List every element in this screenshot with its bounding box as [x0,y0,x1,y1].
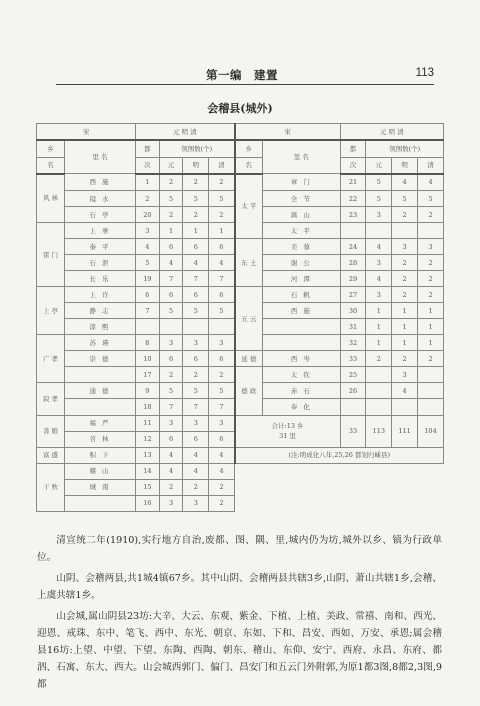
left-xiang-cell [37,335,65,383]
left-li-name: 通 德 [64,383,135,399]
left-xiang-name: 上 亭 [42,306,59,315]
table-title: 会稽县(城外) [207,102,273,115]
left-value-cell: 17 [136,367,160,383]
left-value-cell: 3 [159,415,183,431]
left-xiang-name: 广 孝 [42,354,59,363]
left-value-cell: 3 [209,335,235,351]
total-ming: 111 [392,415,418,447]
left-value-cell: 6 [209,431,235,447]
district-table [36,123,444,512]
right-value-cell: 3 [366,287,392,303]
header-qing-right: 清 [418,157,444,174]
right-li-name: 奉 化 [263,399,341,415]
left-value-cell: 6 [183,431,209,447]
left-li-name: 稽 山 [64,463,135,479]
left-value-cell: 10 [136,351,160,367]
chapter-title: 第一编 建置 [206,68,278,82]
right-xiang-cell: 五 云 [235,287,263,351]
left-xiang-cell [37,383,65,415]
left-value-cell: 4 [159,447,183,463]
left-xiang-cell [37,463,65,511]
paragraph-3: 山会城,属山阴县23坊:大辛、大云、东观、紫金、下植、上植、美政、常禧、南和、西光、迎恩、戒珠、东中、笔飞、西中、东光、朝京、东如、下和、昌安、西如、万安、承恩;属会稽县16坊:上望、中望、下望、东陶、西陶、朝东、稽山、东仰、安宁、西府、永昌、东府、都泗、石寓、东大、西大。山会城西郭门、偏门、昌安门和五云门外附郭,为原1都3图,8都2,3图,9都 [37,610,442,690]
left-value-cell: 5 [136,255,160,271]
left-li-name [64,367,135,383]
right-value-cell [418,223,444,239]
left-value-cell: 1 [136,174,160,191]
header-yuan-left: 元 [159,157,183,174]
left-value-cell: 5 [209,191,235,207]
left-value-cell: 4 [209,463,235,479]
left-value-cell: 13 [136,447,160,463]
page-header [56,66,434,85]
right-value-cell: 5 [392,191,418,207]
right-value-cell: 30 [340,303,366,319]
right-value-cell: 1 [366,319,392,335]
right-value-cell: 3 [366,207,392,223]
right-value-cell [392,223,418,239]
right-value-cell: 1 [392,335,418,351]
left-value-cell: 2 [159,367,183,383]
right-li-name: 全 节 [263,191,341,207]
left-value-cell: 6 [136,287,160,303]
right-li-name: 赤 石 [263,383,341,399]
left-xiang-name: 善 娘 [42,427,59,436]
right-value-cell: 22 [340,191,366,207]
total-label-2: 31 里 [279,432,296,441]
left-value-cell: 6 [183,239,209,255]
left-value-cell: 7 [159,399,183,415]
right-value-cell: 28 [340,255,366,271]
table-note: (注:明成化八年,25,26 都划归嵊县) [235,447,444,463]
header-song-left: 宋 [37,124,136,141]
page-number: 113 [415,67,434,79]
left-xiang-cell [37,287,65,335]
left-xiang-name: 风 林 [42,194,59,203]
left-value-cell: 6 [209,351,235,367]
right-li-name: 章 门 [263,174,341,191]
left-value-cell: 2 [209,174,235,191]
paragraph-2: 山阴、会稽两县,共1城4镇67乡。其中山阴、会稽两县共辖3乡,山阴、萧山共辖1乡,会稽、上虞共辖1乡。 [37,572,442,601]
right-value-cell: 29 [340,271,366,287]
left-value-cell: 2 [159,174,183,191]
left-value-cell: 2 [136,191,160,207]
right-value-cell [418,367,444,383]
header-ci-right: 次 [340,157,366,174]
right-value-cell [366,367,392,383]
left-value-cell: 5 [183,383,209,399]
right-value-cell: 25 [340,367,366,383]
right-li-name: 太 钦 [263,367,341,383]
left-value-cell: 12 [136,431,160,447]
left-value-cell: 3 [183,495,209,511]
left-value-cell: 3 [209,415,235,431]
right-value-cell: 3 [366,255,392,271]
right-xiang-cell: 东 土 [235,239,263,287]
left-value-cell: 4 [159,463,183,479]
left-value-cell: 7 [183,271,209,287]
left-li-name: 上 许 [64,287,135,303]
header-tucount-left: 领图数(个) [159,140,234,157]
right-value-cell: 4 [418,174,444,191]
right-value-cell: 5 [366,174,392,191]
right-value-cell: 2 [392,255,418,271]
header-ming-right: 名 [235,157,263,174]
right-value-cell: 33 [340,351,366,367]
right-value-cell: 31 [340,319,366,335]
left-li-name: 苏 瑛 [64,335,135,351]
left-xiang-name: 雷 门 [42,250,59,259]
left-li-name: 淳 熙 [64,319,135,335]
right-li-name: 河 潭 [263,271,341,287]
right-value-cell [340,223,366,239]
right-value-cell: 5 [366,191,392,207]
right-value-cell [418,383,444,399]
right-value-cell: 23 [340,207,366,223]
right-value-cell: 1 [392,319,418,335]
right-value-cell: 2 [418,255,444,271]
header-mingcol-left: 明 [183,157,209,174]
right-value-cell [366,223,392,239]
left-value-cell: 1 [159,223,183,239]
left-li-name: 城 南 [64,479,135,495]
right-value-cell: 1 [392,303,418,319]
right-value-cell [418,399,444,415]
right-li-name: 西 岑 [263,351,341,367]
right-li-name: 太 平 [263,223,341,239]
right-value-cell: 2 [418,271,444,287]
left-value-cell: 5 [159,191,183,207]
right-li-name [263,335,341,351]
header-yuan-ming-qing-left: 元 明 清 [136,124,235,141]
right-value-cell: 2 [418,207,444,223]
total-qing: 104 [418,415,444,447]
header-tucount-right: 领图数(个) [366,140,444,157]
left-value-cell [136,319,160,335]
left-value-cell: 7 [209,399,235,415]
left-value-cell: 7 [183,399,209,415]
left-value-cell: 3 [183,415,209,431]
left-value-cell: 1 [209,223,235,239]
left-li-name: 西 施 [64,174,135,191]
right-value-cell: 3 [392,367,418,383]
left-li-name: 长 乐 [64,271,135,287]
right-xiang-cell: 太 平 [235,174,263,239]
right-li-name: 嵩 山 [263,207,341,223]
left-value-cell: 5 [209,303,235,319]
right-value-cell: 1 [418,303,444,319]
header-yuan-right: 元 [366,157,392,174]
left-value-cell: 2 [159,207,183,223]
left-xiang-name: 寂 孝 [42,394,59,403]
right-li-name: 美 蓉 [263,239,341,255]
right-li-name [263,319,341,335]
total-label-1: 合计:13 乡 [271,422,304,431]
right-li-name: 西 施 [263,303,341,319]
left-value-cell: 3 [159,335,183,351]
left-value-cell: 15 [136,479,160,495]
right-value-cell: 1 [418,319,444,335]
right-value-cell: 2 [366,351,392,367]
left-value-cell: 6 [209,287,235,303]
left-xiang-cell [37,223,65,287]
left-value-cell: 5 [159,303,183,319]
right-value-cell: 4 [366,239,392,255]
right-li-name: 石 帆 [263,287,341,303]
right-value-cell: 24 [340,239,366,255]
header-song-right: 宋 [235,124,341,141]
left-xiang-cell [37,174,65,223]
left-value-cell: 6 [183,287,209,303]
left-li-name [64,399,135,415]
right-value-cell: 2 [418,351,444,367]
right-value-cell: 4 [366,271,392,287]
right-value-cell: 2 [392,271,418,287]
left-value-cell: 19 [136,271,160,287]
right-value-cell [366,383,392,399]
right-value-cell: 1 [366,335,392,351]
right-xiang-cell: 德 政 [235,367,263,415]
left-value-cell [183,319,209,335]
left-value-cell: 6 [159,287,183,303]
left-value-cell: 11 [136,415,160,431]
right-xiang-cell: 延 德 [235,351,263,367]
left-li-name: 石 泄 [64,255,135,271]
header-liming-left: 里 名 [64,140,135,174]
header-xiang-right: 乡 [235,140,263,157]
left-li-name: 镜 水 [64,191,135,207]
left-xiang-name: 干 秋 [42,483,59,492]
header-mingcol-right: 明 [392,157,418,174]
right-value-cell: 26 [340,383,366,399]
right-value-cell: 27 [340,287,366,303]
right-value-cell: 1 [366,303,392,319]
left-li-name: 石 亭 [64,207,135,223]
left-xiang-cell [37,415,65,447]
right-value-cell: 3 [392,239,418,255]
header-du-right: 都 [340,140,366,157]
right-value-cell: 2 [418,287,444,303]
left-value-cell: 5 [183,191,209,207]
right-value-cell: 2 [392,207,418,223]
left-value-cell: 7 [136,303,160,319]
left-value-cell: 8 [136,335,160,351]
left-value-cell: 4 [209,447,235,463]
right-value-cell: 2 [392,287,418,303]
left-li-name: 崇 德 [64,351,135,367]
left-xiang-cell [37,447,65,463]
left-value-cell: 7 [209,271,235,287]
left-li-name: 积 下 [64,447,135,463]
left-li-name: 静 志 [64,303,135,319]
left-value-cell: 9 [136,383,160,399]
left-value-cell: 5 [159,383,183,399]
left-value-cell: 2 [159,479,183,495]
header-qing-left: 清 [209,157,235,174]
left-li-name: 福 严 [64,415,135,431]
left-value-cell: 6 [159,431,183,447]
total-label [235,415,341,447]
left-value-cell: 2 [209,495,235,511]
header-ming-left: 名 [37,157,65,174]
left-value-cell: 4 [159,255,183,271]
right-value-cell [366,399,392,415]
left-value-cell: 3 [159,495,183,511]
right-value-cell: 32 [340,335,366,351]
left-value-cell: 6 [159,239,183,255]
left-value-cell: 6 [183,351,209,367]
left-value-cell: 4 [209,255,235,271]
left-li-name: 秦 平 [64,239,135,255]
right-value-cell: 4 [392,174,418,191]
right-value-cell: 5 [418,191,444,207]
left-value-cell: 2 [183,207,209,223]
left-value-cell: 4 [183,447,209,463]
left-value-cell: 4 [183,463,209,479]
left-value-cell: 18 [136,399,160,415]
left-value-cell: 6 [159,351,183,367]
left-value-cell: 5 [209,383,235,399]
header-ci-left: 次 [136,157,160,174]
left-value-cell: 7 [159,271,183,287]
right-value-cell: 4 [392,383,418,399]
left-value-cell [209,319,235,335]
left-value-cell: 4 [136,239,160,255]
left-value-cell: 4 [183,255,209,271]
left-value-cell: 2 [209,207,235,223]
left-value-cell: 2 [183,479,209,495]
left-value-cell: 1 [183,223,209,239]
header-liming-right: 里 名 [263,140,341,174]
left-value-cell: 20 [136,207,160,223]
left-li-name: 苕 林 [64,431,135,447]
right-value-cell: 1 [418,335,444,351]
header-xiang-left: 乡 [37,140,65,157]
left-value-cell: 2 [183,174,209,191]
total-yuan: 113 [366,415,392,447]
right-value-cell: 3 [418,239,444,255]
right-li-name: 谢 公 [263,255,341,271]
left-value-cell: 3 [183,335,209,351]
header-du-left: 都 [136,140,160,157]
right-value-cell [340,399,366,415]
left-value-cell: 2 [209,479,235,495]
left-value-cell: 6 [209,239,235,255]
left-value-cell: 14 [136,463,160,479]
left-li-name: 上 拳 [64,223,135,239]
paragraph-1: 清宣统二年(1910),实行地方自治,废都、图、隅、里,城内仍为坊,城外以乡、镇为行政单位。 [37,534,442,563]
left-value-cell: 2 [209,367,235,383]
header-yuan-ming-qing-right: 元 明 清 [340,124,443,141]
right-value-cell: 2 [392,351,418,367]
left-value-cell: 3 [136,223,160,239]
left-xiang-name: 富 盛 [42,451,59,460]
left-value-cell: 5 [183,303,209,319]
left-value-cell: 2 [183,367,209,383]
total-du: 33 [340,415,366,447]
left-li-name [64,495,135,511]
left-value-cell: 16 [136,495,160,511]
right-value-cell: 21 [340,174,366,191]
left-value-cell [159,319,183,335]
right-value-cell [392,399,418,415]
